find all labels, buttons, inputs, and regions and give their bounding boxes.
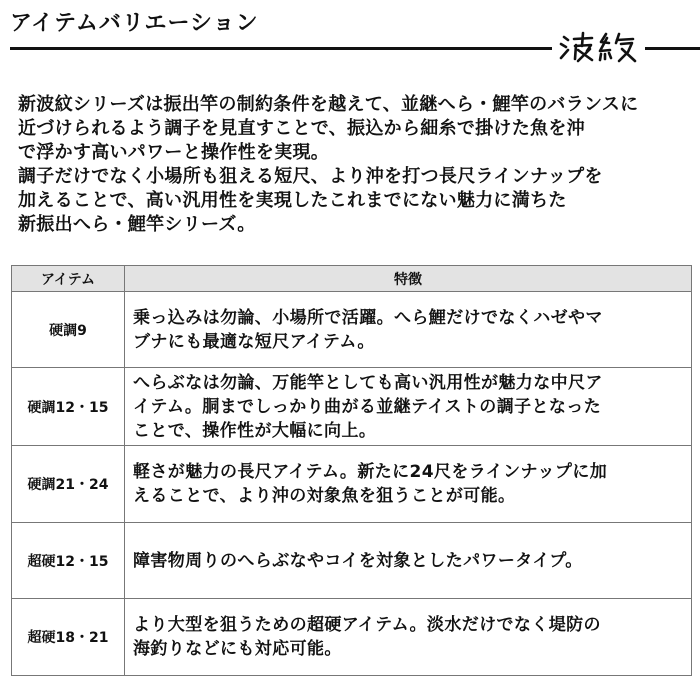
column-header-feature: 特徴 — [125, 266, 692, 292]
item-cell: 硬調12・15 — [12, 368, 125, 446]
feature-cell — [125, 446, 692, 523]
item-cell: 超硬18・21 — [12, 599, 125, 676]
intro-line: で浮かす高いパワーと操作性を実現。 — [18, 142, 330, 163]
intro-paragraph — [18, 93, 688, 237]
item-table — [11, 265, 692, 676]
intro-line: 近づけられるよう調子を見直すことで、振込から細糸で掛けた魚を沖 — [18, 118, 585, 139]
feature-line: 海釣りなどにも対応可能。 — [133, 639, 342, 659]
table-row — [12, 368, 692, 446]
feature-line: えることで、より沖の対象魚を狙うことが可能。 — [133, 486, 516, 506]
page-title: アイテムバリエーション — [10, 11, 259, 36]
intro-line: 調子だけでなく小場所も狙える短尺、より沖を打つ長尺ラインナップを — [18, 166, 603, 187]
feature-line: イテム。胴までしっかり曲がる並継テイストの調子となった — [133, 396, 602, 417]
intro-line: 加えることで、高い汎用性を実現したこれまでにない魅力に満ちた — [18, 190, 567, 211]
feature-line: 障害物周りのへらぶなやコイを対象としたパワータイプ。 — [133, 550, 583, 571]
feature-cell — [125, 523, 692, 599]
table-row — [12, 292, 692, 368]
feature-cell — [125, 368, 692, 446]
table-row — [12, 446, 692, 523]
title-underline — [10, 47, 552, 50]
feature-line: ブナにも最適な短尺アイテム。 — [133, 331, 375, 352]
table-row — [12, 523, 692, 599]
intro-line: 新波紋シリーズは振出竿の制約条件を越えて、並継へら・鯉竿のバランスに — [18, 94, 639, 115]
feature-line: へらぶなは勿論、万能竿としても高い汎用性が魅力な中尺ア — [133, 372, 603, 393]
feature-cell — [125, 599, 692, 676]
feature-line: 乗っ込みは勿論、小場所で活躍。へら鯉だけでなくハゼやマ — [133, 307, 603, 328]
feature-line: より大型を狙うための超硬アイテム。淡水だけでなく堤防の — [133, 615, 601, 635]
item-cell: 硬調21・24 — [12, 446, 125, 523]
feature-cell — [125, 292, 692, 368]
table-row — [12, 599, 692, 676]
brand-logo — [556, 30, 642, 64]
title-underline-end — [645, 47, 700, 50]
intro-line: 新振出へら・鯉竿シリーズ。 — [18, 214, 256, 235]
column-header-item: アイテム — [12, 266, 125, 292]
feature-line: ことで、操作性が大幅に向上。 — [133, 420, 377, 441]
item-cell: 超硬12・15 — [12, 523, 125, 599]
item-cell: 硬調9 — [12, 292, 125, 368]
feature-line: 軽さが魅力の長尺アイテム。新たに24尺をラインナップに加 — [133, 462, 608, 482]
table-header-row — [12, 266, 692, 292]
